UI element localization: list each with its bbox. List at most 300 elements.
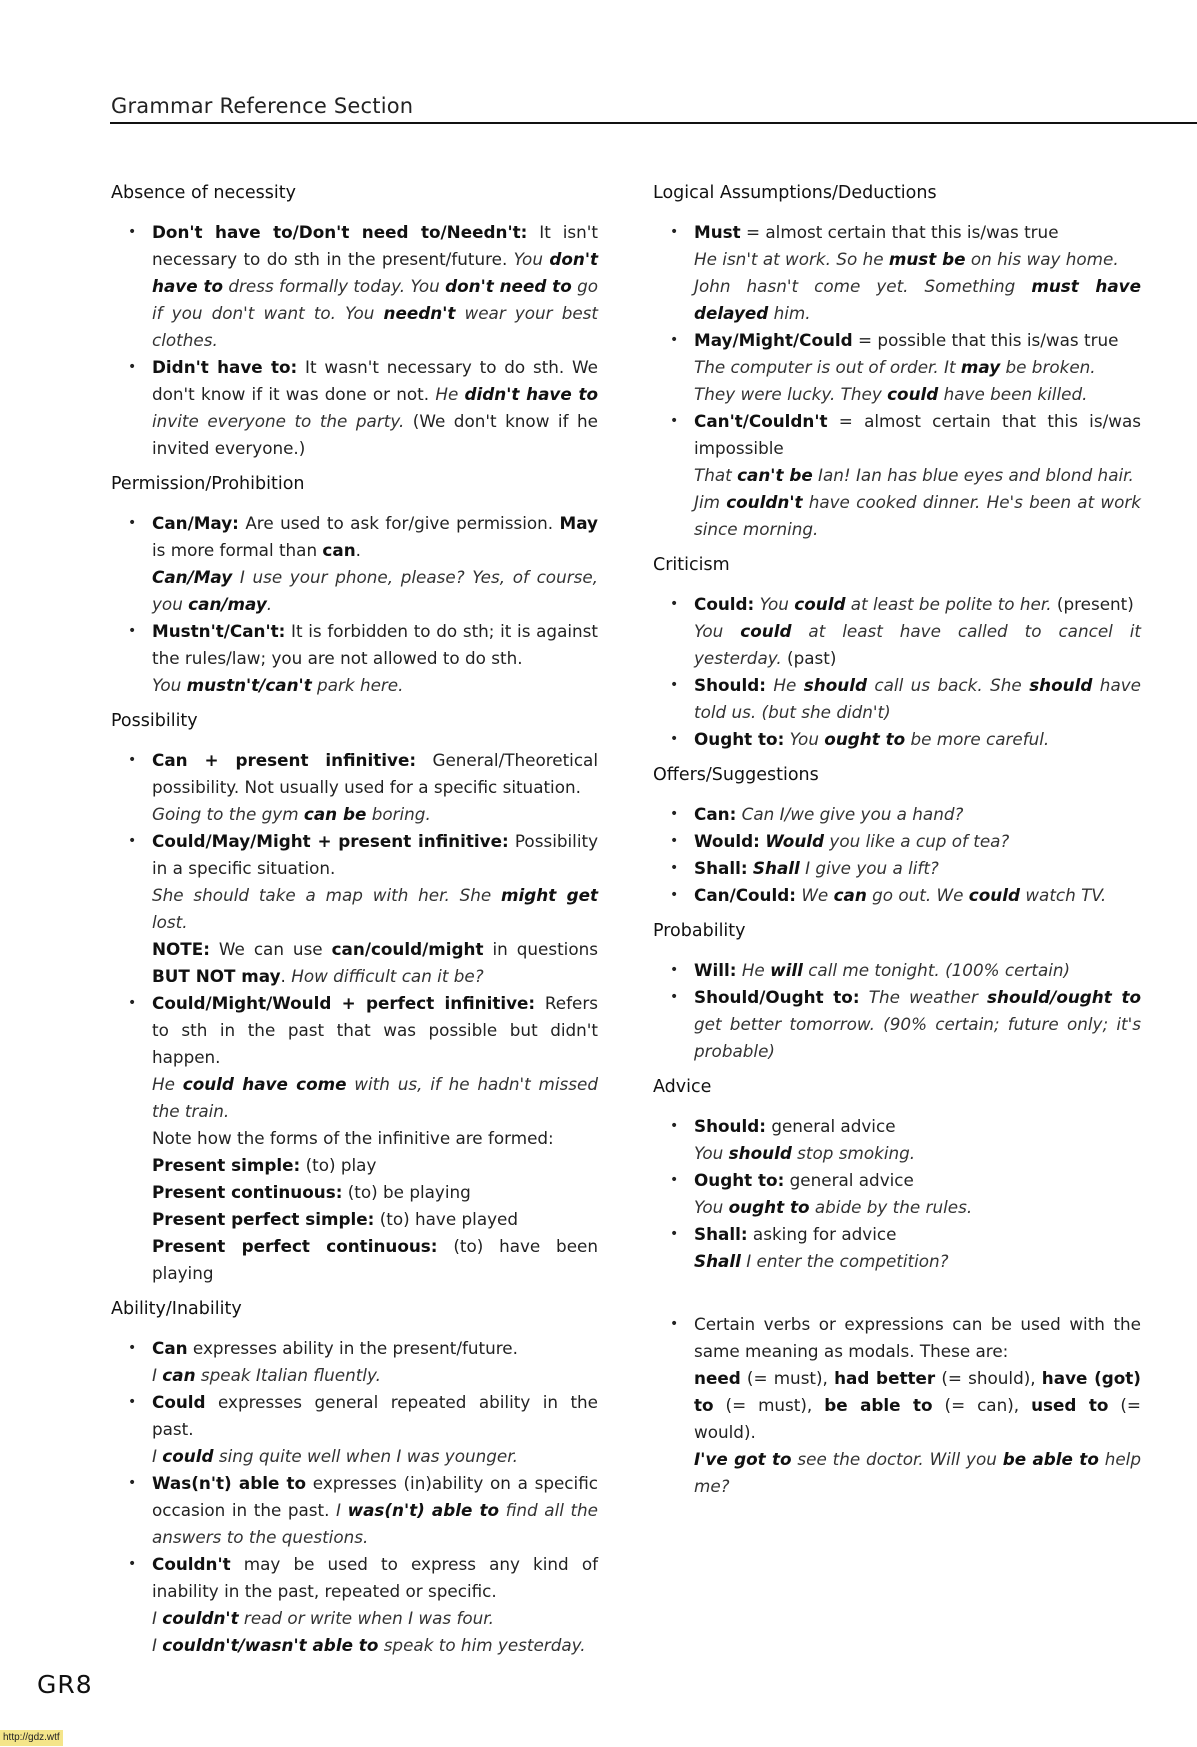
example-text: you like a cup of tea? bbox=[824, 831, 1010, 851]
example-text: with us, if he hadn't missed the train. bbox=[152, 1074, 599, 1121]
highlighted-example: could bbox=[162, 1446, 214, 1466]
bullet-icon: • bbox=[128, 833, 137, 849]
section-title: Absence of necessity bbox=[111, 183, 296, 203]
list-item bbox=[111, 510, 598, 618]
bold-text: need bbox=[694, 1368, 741, 1388]
list-item bbox=[653, 726, 1141, 753]
bullet-icon: • bbox=[670, 1172, 679, 1188]
list-item bbox=[653, 882, 1141, 909]
example-text: speak Italian fluently. bbox=[195, 1365, 381, 1385]
list-item bbox=[653, 984, 1141, 1065]
bold-text: May bbox=[559, 513, 598, 533]
grammar-section bbox=[653, 919, 1141, 1065]
example-text: call us back. She bbox=[866, 675, 1030, 695]
text-line bbox=[152, 801, 598, 828]
text-line bbox=[694, 354, 1141, 381]
highlighted-example: Can/May bbox=[152, 567, 233, 587]
highlighted-example: mustn't/can't bbox=[186, 675, 312, 695]
example-text: You bbox=[694, 621, 741, 641]
section-title: Logical Assumptions/Deductions bbox=[653, 183, 937, 203]
example-text: go if you don't want to. You bbox=[152, 276, 599, 323]
bold-text: Ought to: bbox=[694, 729, 785, 749]
section-title: Offers/Suggestions bbox=[653, 765, 819, 785]
example-text: I enter the competition? bbox=[740, 1251, 949, 1271]
plain-text: (= can), bbox=[932, 1395, 1032, 1415]
text-line bbox=[694, 219, 1141, 246]
bullet-icon: • bbox=[670, 413, 679, 429]
bold-text: Should/Ought to: bbox=[694, 987, 860, 1007]
example-text: boring. bbox=[366, 804, 431, 824]
example-text: help me? bbox=[694, 1449, 1141, 1496]
text-line bbox=[152, 672, 598, 699]
bold-text: BUT NOT may bbox=[152, 966, 281, 986]
example-text: Can I/we give you a hand? bbox=[736, 804, 964, 824]
example-text: get better tomorrow. (90% certain; future only; it's probable) bbox=[694, 1014, 1141, 1061]
example-text: invite everyone to the party. bbox=[152, 411, 405, 431]
example-text: They were lucky. They bbox=[694, 384, 888, 404]
bullet-list bbox=[653, 219, 1141, 543]
text-line bbox=[152, 1632, 598, 1659]
highlighted-example: couldn't bbox=[162, 1608, 239, 1628]
example-text: park here. bbox=[311, 675, 404, 695]
example-text: watch TV. bbox=[1020, 885, 1107, 905]
example-text: Going to the gym bbox=[152, 804, 304, 824]
bullet-list bbox=[653, 1311, 1141, 1500]
text-line bbox=[694, 882, 1141, 909]
plain-text: expresses (in)ability on a specific occasion in the past. bbox=[152, 1473, 598, 1520]
highlighted-example: might get bbox=[501, 885, 598, 905]
text-line bbox=[152, 564, 598, 618]
text-line bbox=[152, 1335, 598, 1362]
list-item bbox=[653, 327, 1141, 408]
bullet-icon: • bbox=[670, 1316, 679, 1332]
plain-text: (= must), bbox=[713, 1395, 825, 1415]
example-text: dress formally today. You bbox=[223, 276, 446, 296]
highlighted-example: couldn't bbox=[726, 492, 803, 512]
plain-text: It wasn't necessary to do sth. We don't know if it was done or not. bbox=[152, 357, 598, 404]
plain-text: Are used to ask for/give permission. bbox=[238, 513, 560, 533]
plain-text: (present) bbox=[1051, 594, 1134, 614]
bold-text: can/could/might bbox=[331, 939, 484, 959]
text-line bbox=[694, 855, 1141, 882]
text-line bbox=[694, 591, 1141, 618]
highlighted-example: didn't have to bbox=[464, 384, 598, 404]
bold-text: May/Might/Could bbox=[694, 330, 853, 350]
plain-text: (= must), bbox=[740, 1368, 835, 1388]
text-line bbox=[152, 354, 598, 462]
bullet-icon: • bbox=[670, 332, 679, 348]
example-text: How difficult can it be? bbox=[291, 966, 484, 986]
bold-text: Could bbox=[152, 1392, 206, 1412]
plain-text: We can use bbox=[209, 939, 332, 959]
example-text: be broken. bbox=[1000, 357, 1096, 377]
text-line bbox=[694, 246, 1141, 273]
example-text: find all the answers to the questions. bbox=[152, 1500, 599, 1547]
highlighted-example: should bbox=[728, 1143, 792, 1163]
example-text: You bbox=[694, 1143, 729, 1163]
bullet-icon: • bbox=[670, 677, 679, 693]
highlighted-example: couldn't/wasn't able to bbox=[162, 1635, 379, 1655]
plain-text: Possibility in a specific situation. bbox=[152, 831, 599, 878]
text-line bbox=[694, 462, 1141, 489]
list-item bbox=[653, 957, 1141, 984]
bold-text: Shall: bbox=[694, 858, 748, 878]
header-title: Grammar Reference Section bbox=[111, 94, 414, 118]
bullet-icon: • bbox=[670, 1226, 679, 1242]
list-item bbox=[653, 828, 1141, 855]
text-line bbox=[152, 1362, 598, 1389]
text-line bbox=[694, 1167, 1141, 1194]
highlighted-example: Shall bbox=[694, 1251, 741, 1271]
text-line bbox=[152, 1605, 598, 1632]
bold-text: Didn't have to: bbox=[152, 357, 298, 377]
text-line bbox=[694, 408, 1141, 462]
bullet-icon: • bbox=[128, 1340, 137, 1356]
bullet-icon: • bbox=[670, 806, 679, 822]
plain-text: may be used to express any kind of inability in the past, repeated or specific. bbox=[152, 1554, 598, 1601]
bold-text: Could: bbox=[694, 594, 755, 614]
example-text: He bbox=[152, 1074, 183, 1094]
example-text: You bbox=[694, 1197, 729, 1217]
example-text: lost. bbox=[152, 912, 188, 932]
example-text: She should take a map with her. She bbox=[152, 885, 502, 905]
highlighted-example: Shall bbox=[752, 858, 800, 878]
highlighted-example: ought to bbox=[728, 1197, 810, 1217]
text-line bbox=[694, 1140, 1141, 1167]
text-line bbox=[694, 1311, 1141, 1365]
list-item bbox=[111, 618, 598, 699]
bullet-icon: • bbox=[128, 1394, 137, 1410]
example-text: sing quite well when I was younger. bbox=[213, 1446, 518, 1466]
highlighted-example: can bbox=[162, 1365, 196, 1385]
plain-text: (to) be playing bbox=[342, 1182, 471, 1202]
text-line bbox=[152, 1125, 598, 1152]
example-text: We bbox=[795, 885, 834, 905]
highlighted-example: could bbox=[887, 384, 939, 404]
example-text: at least be polite to her. bbox=[845, 594, 1052, 614]
example-text: Ian! Ian has blue eyes and blond hair. bbox=[812, 465, 1134, 485]
plain-text: . bbox=[280, 966, 292, 986]
text-line bbox=[694, 672, 1141, 726]
bold-text: Present continuous: bbox=[152, 1182, 343, 1202]
text-line bbox=[152, 936, 598, 990]
bold-text: Can + present infinitive: bbox=[152, 750, 417, 770]
plain-text: general advice bbox=[765, 1116, 896, 1136]
list-item bbox=[111, 219, 598, 354]
page-number: GR8 bbox=[37, 1670, 93, 1699]
plain-text: = possible that this is/was true bbox=[852, 330, 1119, 350]
bold-text: Ought to: bbox=[694, 1170, 785, 1190]
bullet-icon: • bbox=[128, 224, 137, 240]
example-text: I bbox=[152, 1635, 163, 1655]
example-text: have cooked dinner. He's been at work since morning. bbox=[694, 492, 1141, 539]
text-line bbox=[152, 1206, 598, 1233]
text-line bbox=[152, 1179, 598, 1206]
bold-text: Will: bbox=[694, 960, 737, 980]
list-item bbox=[111, 990, 598, 1287]
text-line bbox=[694, 1113, 1141, 1140]
list-item bbox=[653, 1167, 1141, 1221]
highlighted-example: I've got to bbox=[694, 1449, 792, 1469]
bullet-list bbox=[653, 801, 1141, 909]
bullet-icon: • bbox=[670, 860, 679, 876]
right-column bbox=[653, 181, 1141, 1510]
grammar-section bbox=[653, 181, 1141, 543]
highlighted-example: could bbox=[968, 885, 1020, 905]
example-text: He isn't at work. So he bbox=[694, 249, 889, 269]
plain-text: (to) play bbox=[300, 1155, 377, 1175]
text-line bbox=[152, 1470, 598, 1551]
section-title: Possibility bbox=[111, 711, 198, 731]
highlighted-example: may bbox=[960, 357, 1001, 377]
text-line bbox=[152, 990, 598, 1071]
bullet-list bbox=[111, 510, 598, 699]
example-text: John hasn't come yet. Something bbox=[694, 276, 1032, 296]
bullet-list bbox=[111, 219, 598, 462]
list-item bbox=[111, 747, 598, 828]
text-line bbox=[694, 381, 1141, 408]
text-line bbox=[694, 801, 1141, 828]
example-text: I bbox=[152, 1446, 163, 1466]
plain-text: (= should), bbox=[935, 1368, 1042, 1388]
example-text: be more careful. bbox=[905, 729, 1050, 749]
grammar-section bbox=[111, 709, 598, 1287]
highlighted-example: be able to bbox=[1002, 1449, 1099, 1469]
bold-text: have (got) to bbox=[694, 1368, 1141, 1415]
bold-text: Would: bbox=[694, 831, 760, 851]
grammar-section bbox=[653, 763, 1141, 909]
example-text: wear your best clothes. bbox=[152, 303, 598, 350]
highlighted-example: could have come bbox=[182, 1074, 347, 1094]
highlighted-example: can/may bbox=[188, 594, 267, 614]
text-line bbox=[694, 1194, 1141, 1221]
text-line bbox=[694, 273, 1141, 327]
text-line bbox=[152, 747, 598, 801]
bold-text: Present simple: bbox=[152, 1155, 301, 1175]
example-text: at least have called to cancel it yesterday. bbox=[694, 621, 1141, 668]
list-item bbox=[653, 408, 1141, 543]
plain-text: General/Theoretical possibility. Not usually used for a specific situation. bbox=[152, 750, 598, 797]
text-line bbox=[152, 510, 598, 564]
watermark-link[interactable]: http://gdz.wtf bbox=[0, 1730, 63, 1746]
highlighted-example: don't have to bbox=[152, 249, 598, 296]
example-text: The weather bbox=[859, 987, 988, 1007]
text-line bbox=[694, 327, 1141, 354]
list-item bbox=[111, 1551, 598, 1659]
plain-text: (to) have played bbox=[374, 1209, 519, 1229]
grammar-section bbox=[111, 1297, 598, 1659]
bullet-icon: • bbox=[670, 989, 679, 1005]
bold-text: be able to bbox=[824, 1395, 933, 1415]
plain-text: (= would). bbox=[694, 1395, 1141, 1442]
bullet-list bbox=[111, 747, 598, 1287]
example-text: I bbox=[152, 1365, 163, 1385]
example-text: see the doctor. Will you bbox=[791, 1449, 1003, 1469]
bullet-icon: • bbox=[128, 1475, 137, 1491]
header-rule bbox=[110, 122, 1197, 124]
highlighted-example: don't need to bbox=[445, 276, 572, 296]
text-line bbox=[152, 1443, 598, 1470]
plain-text: in questions bbox=[483, 939, 598, 959]
highlighted-example: must be bbox=[888, 249, 966, 269]
bullet-icon: • bbox=[670, 833, 679, 849]
example-text: Jim bbox=[694, 492, 727, 512]
bullet-icon: • bbox=[128, 995, 137, 1011]
example-text: The computer is out of order. It bbox=[694, 357, 961, 377]
bold-text: NOTE: bbox=[152, 939, 210, 959]
bold-text: Could/Might/Would + perfect infinitive: bbox=[152, 993, 536, 1013]
text-line bbox=[152, 219, 598, 354]
example-text: him. bbox=[768, 303, 811, 323]
text-line bbox=[694, 489, 1141, 543]
list-item bbox=[111, 354, 598, 462]
example-text: He bbox=[736, 960, 771, 980]
bullet-icon: • bbox=[670, 962, 679, 978]
example-text: That bbox=[694, 465, 738, 485]
example-text: I bbox=[336, 1500, 348, 1520]
highlighted-example: should bbox=[1029, 675, 1093, 695]
section-title: Criticism bbox=[653, 555, 730, 575]
plain-text: general advice bbox=[784, 1170, 914, 1190]
example-text: You bbox=[152, 675, 187, 695]
highlighted-example: could bbox=[794, 594, 846, 614]
bullet-icon: • bbox=[128, 623, 137, 639]
list-item bbox=[111, 828, 598, 990]
bold-text: Can't/Couldn't bbox=[694, 411, 828, 431]
text-line bbox=[152, 1071, 598, 1125]
section-title: Ability/Inability bbox=[111, 1299, 242, 1319]
example-text: on his way home. bbox=[965, 249, 1119, 269]
text-line bbox=[694, 957, 1141, 984]
bullet-icon: • bbox=[128, 752, 137, 768]
list-item bbox=[653, 219, 1141, 327]
example-text: I bbox=[152, 1608, 163, 1628]
bold-text: Shall: bbox=[694, 1224, 748, 1244]
bold-text: Present perfect simple: bbox=[152, 1209, 375, 1229]
example-text: I give you a lift? bbox=[799, 858, 939, 878]
plain-text: It isn't necessary to do sth in the present/future. bbox=[152, 222, 598, 269]
plain-text: Note how the forms of the infinitive are formed: bbox=[152, 1128, 554, 1148]
highlighted-example: can't be bbox=[737, 465, 813, 485]
bold-text: Don't have to/Don't need to/Needn't: bbox=[152, 222, 528, 242]
bold-text: Can/May: bbox=[152, 513, 239, 533]
grammar-section bbox=[111, 472, 598, 699]
plain-text: Certain verbs or expressions can be used with the same meaning as modals. These are: bbox=[694, 1314, 1141, 1361]
plain-text: expresses ability in the present/future. bbox=[187, 1338, 518, 1358]
list-item bbox=[653, 1221, 1141, 1275]
example-text: You bbox=[754, 594, 795, 614]
text-line bbox=[694, 828, 1141, 855]
bullet-list bbox=[653, 591, 1141, 753]
list-item bbox=[653, 591, 1141, 672]
plain-text: expresses general repeated ability in the past. bbox=[152, 1392, 598, 1439]
bold-text: Was(n't) able to bbox=[152, 1473, 307, 1493]
example-text: speak to him yesterday. bbox=[378, 1635, 586, 1655]
bold-text: Couldn't bbox=[152, 1554, 231, 1574]
example-text: You bbox=[513, 249, 550, 269]
section-title: Advice bbox=[653, 1077, 712, 1097]
text-line bbox=[152, 882, 598, 936]
bold-text: Should: bbox=[694, 1116, 766, 1136]
text-line bbox=[152, 618, 598, 672]
highlighted-example: ought to bbox=[824, 729, 906, 749]
list-item bbox=[653, 1113, 1141, 1167]
left-column bbox=[111, 181, 598, 1669]
list-item bbox=[653, 855, 1141, 882]
text-line bbox=[152, 1233, 598, 1287]
list-item bbox=[653, 672, 1141, 726]
plain-text: is more formal than bbox=[152, 540, 323, 560]
text-line bbox=[694, 1446, 1141, 1500]
list-item bbox=[111, 1335, 598, 1389]
bold-text: Could/May/Might + present infinitive: bbox=[152, 831, 509, 851]
bullet-icon: • bbox=[670, 887, 679, 903]
bold-text: Should: bbox=[694, 675, 766, 695]
section-title: Probability bbox=[653, 921, 746, 941]
plain-text: It is forbidden to do sth; it is against the rules/law; you are not allowed to do sth. bbox=[152, 621, 598, 668]
highlighted-example: was(n't) able to bbox=[347, 1500, 500, 1520]
example-text: stop smoking. bbox=[791, 1143, 916, 1163]
example-text: call me tonight. (100% certain) bbox=[802, 960, 1071, 980]
example-text: I use your phone, please? Yes, of course, you bbox=[152, 567, 598, 614]
text-line bbox=[152, 1389, 598, 1443]
text-line bbox=[694, 618, 1141, 672]
text-line bbox=[152, 1551, 598, 1605]
bullet-list bbox=[111, 1335, 598, 1659]
grammar-section bbox=[653, 553, 1141, 753]
plain-text: = almost certain that this is/was impossible bbox=[694, 411, 1141, 458]
text-line bbox=[694, 1248, 1141, 1275]
highlighted-example: Would bbox=[765, 831, 825, 851]
bold-text: Can: bbox=[694, 804, 737, 824]
bold-text: Mustn't/Can't: bbox=[152, 621, 286, 641]
example-text: have been killed. bbox=[938, 384, 1088, 404]
bold-text: can bbox=[322, 540, 356, 560]
grammar-section bbox=[653, 1285, 1141, 1500]
bullet-list bbox=[653, 957, 1141, 1065]
grammar-section bbox=[653, 1075, 1141, 1275]
example-text: read or write when I was four. bbox=[238, 1608, 494, 1628]
bullet-icon: • bbox=[670, 731, 679, 747]
example-text: have told us. (but she didn't) bbox=[694, 675, 1141, 722]
text-line bbox=[694, 726, 1141, 753]
highlighted-example: can be bbox=[303, 804, 367, 824]
example-text: He bbox=[435, 384, 465, 404]
example-text: go out. We bbox=[866, 885, 969, 905]
example-text: . bbox=[266, 594, 273, 614]
highlighted-example: will bbox=[770, 960, 803, 980]
bullet-icon: • bbox=[670, 596, 679, 612]
highlighted-example: should/ought to bbox=[987, 987, 1141, 1007]
bullet-icon: • bbox=[128, 359, 137, 375]
highlighted-example: can bbox=[833, 885, 867, 905]
highlighted-example: should bbox=[803, 675, 867, 695]
section-title: Permission/Prohibition bbox=[111, 474, 305, 494]
bullet-list bbox=[653, 1113, 1141, 1275]
plain-text: . bbox=[355, 540, 361, 560]
text-line bbox=[694, 1365, 1141, 1446]
plain-text: Refers to sth in the past that was possible but didn't happen. bbox=[152, 993, 598, 1067]
list-item bbox=[653, 801, 1141, 828]
bold-text: Can bbox=[152, 1338, 188, 1358]
plain-text: asking for advice bbox=[747, 1224, 897, 1244]
plain-text: (We don't know if he invited everyone.) bbox=[152, 411, 598, 458]
bold-text: Present perfect continuous: bbox=[152, 1236, 438, 1256]
list-item bbox=[653, 1311, 1141, 1500]
bullet-icon: • bbox=[670, 1118, 679, 1134]
bold-text: Can/Could: bbox=[694, 885, 796, 905]
list-item bbox=[111, 1389, 598, 1470]
